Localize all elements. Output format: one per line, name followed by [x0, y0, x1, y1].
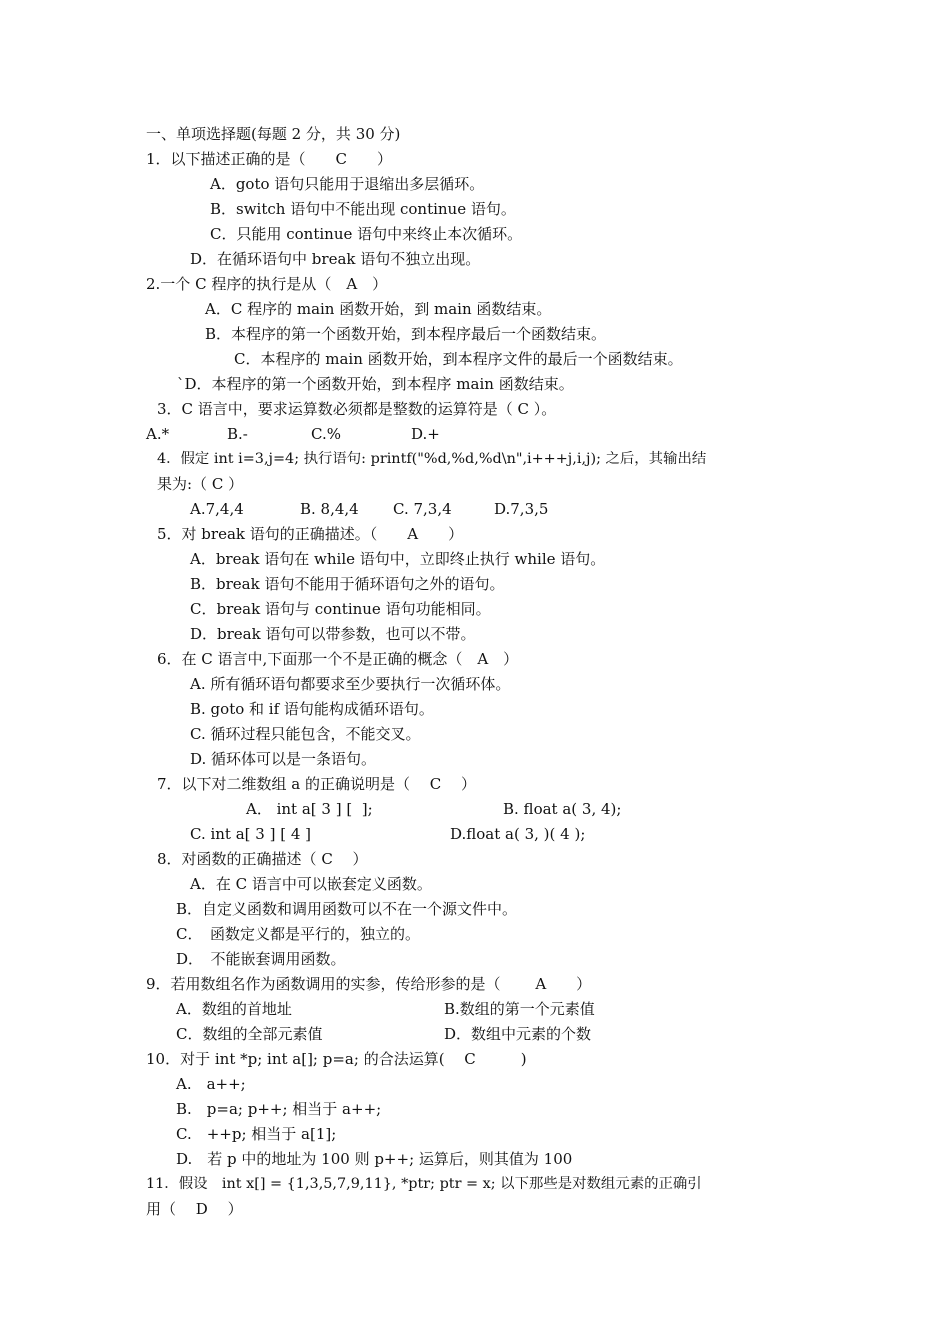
question-3-stem: 3．C 语言中，要求运算数必须都是整数的运算符是（ C ）。 — [157, 400, 557, 418]
question-11-stem: 11．假设 int x[] = {1,3,5,7,9,11}, *ptr; ptr = x; 以下那些是对数组元素的正确引 — [146, 1176, 702, 1192]
question-1-stem: 1．以下描述正确的是（ C ） — [146, 150, 393, 168]
question-8-option-d: D． 不能嵌套调用函数。 — [176, 950, 346, 968]
question-9-option-a: A．数组的首地址 — [176, 1000, 292, 1018]
question-6-stem: 6．在 C 语言中,下面那一个不是正确的概念（ A ） — [157, 650, 519, 668]
question-8-stem: 8．对函数的正确描述（ C ） — [157, 850, 368, 868]
question-1-option-b: B．switch 语句中不能出现 continue 语句。 — [210, 200, 516, 218]
question-10-option-c: C. ++p; 相当于 a[1]; — [176, 1125, 337, 1143]
question-10-option-b: B. p=a; p++; 相当于 a++; — [176, 1100, 382, 1118]
question-11-stem-continued: 用（ D ） — [146, 1200, 243, 1218]
question-2-stem: 2.一个 C 程序的执行是从（ A ） — [146, 275, 388, 293]
question-1-option-a: A．goto 语句只能用于退缩出多层循环。 — [210, 175, 485, 193]
question-10-option-a: A. a++; — [176, 1075, 246, 1093]
question-6-option-d: D. 循环体可以是一条语句。 — [190, 750, 377, 768]
question-7-option-a: A． int a[ 3 ] [ ]; — [246, 800, 373, 818]
question-7-option-c: C. int a[ 3 ] [ 4 ] — [190, 825, 312, 843]
question-7-stem: 7．以下对二维数组 a 的正确说明是（ C ） — [157, 775, 477, 793]
question-2-option-b: B．本程序的第一个函数开始，到本程序最后一个函数结束。 — [205, 325, 607, 343]
question-4-option-b: B. 8,4,4 — [300, 500, 359, 518]
question-3-option-a: A.* — [146, 425, 170, 443]
question-5-option-a: A．break 语句在 while 语句中，立即终止执行 while 语句。 — [190, 550, 606, 568]
question-5-option-c: C．break 语句与 continue 语句功能相同。 — [190, 600, 491, 618]
question-5-stem: 5．对 break 语句的正确描述。（ A ） — [157, 525, 464, 543]
question-8-option-c: C． 函数定义都是平行的，独立的。 — [176, 925, 420, 943]
question-8-option-a: A．在 C 语言中可以嵌套定义函数。 — [190, 875, 432, 893]
question-3-option-b: B.- — [227, 425, 248, 443]
question-9-option-b: B.数组的第一个元素值 — [444, 1000, 595, 1018]
question-9-option-c: C．数组的全部元素值 — [176, 1025, 323, 1043]
question-6-option-c: C. 循环过程只能包含，不能交叉。 — [190, 725, 421, 743]
question-7-option-b: B. float a( 3, 4); — [503, 800, 622, 818]
question-2-option-c: C．本程序的 main 函数开始，到本程序文件的最后一个函数结束。 — [234, 350, 683, 368]
question-3-option-d: D.+ — [411, 425, 440, 443]
section-title: 一、单项选择题(每题 2 分，共 30 分) — [146, 125, 401, 143]
question-6-option-a: A. 所有循环语句都要求至少要执行一次循环体。 — [190, 675, 511, 693]
question-10-option-d: D. 若 p 中的地址为 100 则 p++; 运算后，则其值为 100 — [176, 1150, 573, 1168]
question-1-option-d: D．在循环语句中 break 语句不独立出现。 — [190, 250, 481, 268]
question-2-option-a: A．C 程序的 main 函数开始，到 main 函数结束。 — [205, 300, 552, 318]
question-9-stem: 9．若用数组名作为函数调用的实参，传给形参的是（ A ） — [146, 975, 592, 993]
question-4-stem-continued: 果为:（ C ） — [157, 475, 244, 493]
question-6-option-b: B. goto 和 if 语句能构成循环语句。 — [190, 700, 434, 718]
question-4-option-d: D.7,3,5 — [494, 500, 549, 518]
question-5-option-d: D．break 语句可以带参数，也可以不带。 — [190, 625, 476, 643]
question-2-option-d: `D．本程序的第一个函数开始，到本程序 main 函数结束。 — [177, 375, 574, 393]
question-4-option-c: C. 7,3,4 — [393, 500, 452, 518]
question-3-option-c: C.% — [311, 425, 341, 443]
question-4-option-a: A.7,4,4 — [190, 500, 244, 518]
question-4-stem: 4．假定 int i=3,j=4; 执行语句: printf("%d,%d,%d\n",i+++j,i,j); 之后，其输出结 — [157, 451, 707, 467]
question-1-option-c: C．只能用 continue 语句中来终止本次循环。 — [210, 225, 523, 243]
question-8-option-b: B．自定义函数和调用函数可以不在一个源文件中。 — [176, 900, 518, 918]
question-10-stem: 10．对于 int *p; int a[]; p=a; 的合法运算( C ) — [146, 1050, 527, 1068]
question-5-option-b: B．break 语句不能用于循环语句之外的语句。 — [190, 575, 505, 593]
question-7-option-d: D.float a( 3, )( 4 ); — [450, 825, 586, 843]
question-9-option-d: D．数组中元素的个数 — [444, 1025, 592, 1043]
